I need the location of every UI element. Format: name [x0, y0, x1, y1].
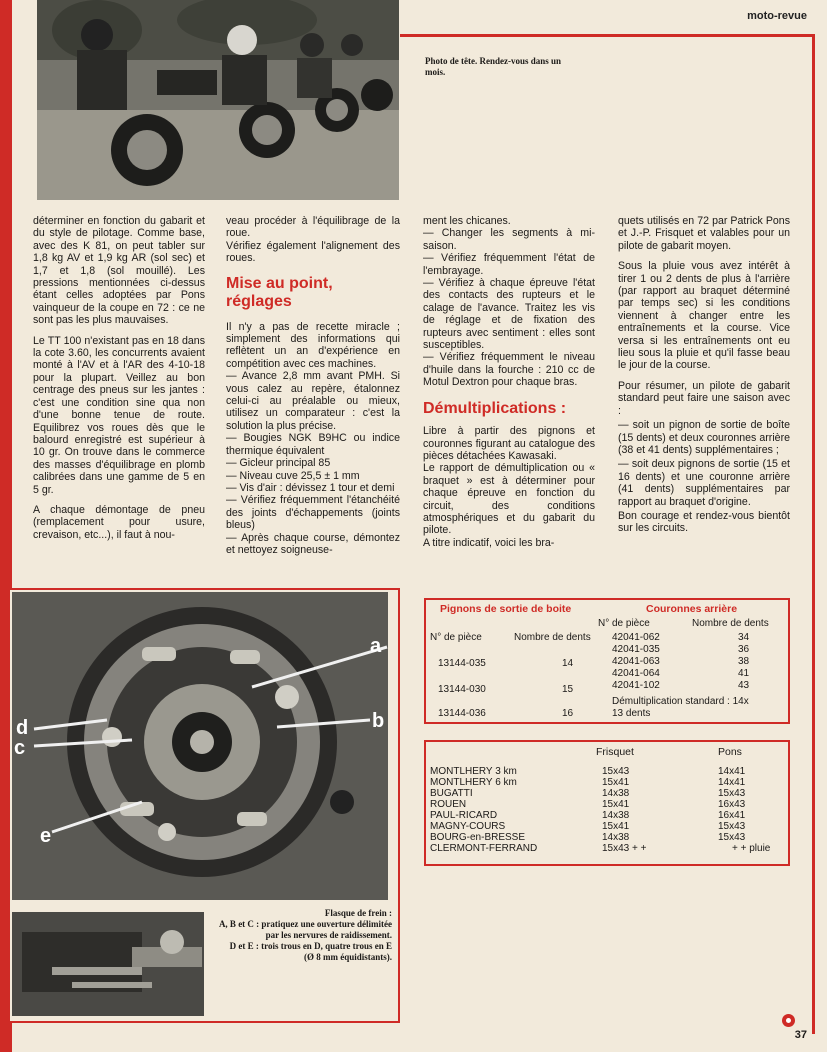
ratio-pons: 14x41 [718, 766, 746, 777]
couronne-dents: 41 [738, 668, 750, 679]
ratio-frisquet: 15x43 [602, 766, 630, 777]
label-d: d [16, 717, 29, 739]
list-item: — Gicleur principal 85 [226, 457, 331, 470]
circuit-name: BUGATTI [430, 788, 473, 799]
ratio-pons: 16x43 [718, 799, 746, 810]
couronne-dents: 34 [738, 632, 750, 643]
paragraph: A chaque démontage de pneu (remplacement pour usure, crevaison, etc...), il faut à nou- [33, 503, 205, 541]
pignon-dents: 15 [562, 684, 574, 695]
list-item: — Après chaque course, démontez et nettoyez soigneuse- [226, 531, 400, 556]
ratio-frisquet: 15x41 [602, 821, 630, 832]
list-item: — Avance 2,8 mm avant PMH. Si vous calez au repère, étalonnez celui-ci au préalable ou mieux, utilisez un comparateur : c'est la solution la plus précise. [226, 370, 400, 432]
paragraph: Le TT 100 n'existant pas en 18 dans la cote 3.60, les concurrents avaient monté à l'AV et à l'AR des 4-10-18 pour la plupart. Veillez au bon centrage des pneus sur les jantes : c'est une condition sine qua non d'une bonne tenue de route. Equilibrez vos roues dès que le balourd enregistré est supérieur à 10 gr. On trouve dans le commerce des masses d'équilibrage en plomb calibrées dans une gamme de 5 en 5 gr. [33, 334, 205, 496]
logo-dot [786, 1018, 791, 1023]
masthead: moto-revue [747, 10, 807, 22]
standard-ratio-teeth: 13 dents [612, 708, 651, 719]
col-header: N° de pièce [430, 632, 482, 643]
paragraph: A titre indicatif, voici les bra- [423, 536, 555, 549]
paragraph: Le rapport de démultiplication ou « braquet » est à déterminer pour chaque épreuve en fonction du circuit, des conditions atmosphériques et du gabarit du pilote. [423, 462, 595, 537]
couronne-dents: 36 [738, 644, 750, 655]
paragraph: déterminer en fonction du gabarit et du style de pilotage. Comme base, avec des K 81, on peut tabler sur 1,8 kg AV et 1,9 kg AR (sol sec) et 1,7 et 1,8 (sol mouillé). Les pressions mentionnées ci-dessus étant celles adoptées par Pons vainqueur de la coupe en 72 : ce ne sont pas les plus mauvaises. [33, 215, 205, 327]
ratio-pons: 16x41 [718, 810, 746, 821]
riders-photo [37, 0, 399, 200]
pignon-dents: 14 [562, 658, 574, 669]
page-number: 37 [794, 1029, 807, 1041]
text-column-4 [618, 215, 790, 543]
ratio-frisquet: 15x41 [602, 799, 630, 810]
list-item: — Vérifiez à chaque épreuve l'état des contacts des rupteurs et le calage de l'avance. Traitez les vis de réglage et de fixation des rupteurs avec sentiment : elles sont susceptibles. [423, 277, 595, 352]
paragraph: Pour résumer, un pilote de gabarit standard peut faire une saison avec : [618, 379, 790, 417]
pignon-piece: 13144-036 [438, 708, 486, 719]
section-heading-reglages: Mise au point, réglages [226, 274, 333, 310]
ratio-pons: + + pluie [732, 843, 771, 854]
col-header: Nombre de dents [692, 618, 769, 629]
list-item: — soit deux pignons de sortie (15 et 16 dents) et une couronne arrière (41 dents) supplémentaires par rapport au braquet d'origine. [618, 458, 790, 508]
list-item: — Vérifiez fréquemment l'état de l'embrayage. [423, 252, 595, 277]
circuit-name: CLERMONT-FERRAND [430, 843, 538, 854]
ratio-frisquet: 14x38 [602, 810, 630, 821]
circuit-ratios-table [424, 740, 790, 866]
paragraph: veau procéder à l'équilibrage de la roue. [226, 215, 400, 240]
paragraph: Sous la pluie vous avez intérêt à tirer 1 ou 2 dents de plus à l'arrière (par rapport au braquet déterminé par temps sec) si les conditions viennent à changer entre les entraînements et la course. Vice versa si les entraînements ont eu lieu sous la pluie et qu'il fasse beau le jour de la course. [618, 260, 790, 372]
list-item: — Niveau cuve 25,5 ± 1 mm [226, 469, 360, 482]
label-a: a [370, 635, 382, 657]
text-column-3 [423, 215, 595, 549]
circuit-name: MONTLHERY 3 km [430, 766, 517, 777]
circuit-name: PAUL-RICARD [430, 810, 498, 821]
col-header: Nombre de dents [514, 632, 591, 643]
couronne-dents: 43 [738, 680, 750, 691]
circuit-name: BOURG-en-BRESSE [430, 832, 526, 843]
right-rule [812, 34, 815, 1034]
caption-line: D et E : trois trous en D, quatre trous en E [229, 941, 392, 951]
couronne-piece: 42041-102 [612, 680, 660, 691]
standard-ratio: Démultiplication standard : 14x [612, 696, 749, 707]
circuit-name: MAGNY-COURS [430, 821, 506, 832]
paragraph: Bon courage et rendez-vous bientôt sur les circuits. [618, 509, 790, 535]
section-heading-demultiplications: Démultiplications : [423, 399, 567, 417]
couronne-piece: 42041-064 [612, 668, 660, 679]
list-item: — Changer les segments à mi-saison. [423, 227, 595, 252]
couronne-piece: 42041-062 [612, 632, 660, 643]
masthead-rule [400, 34, 814, 37]
paragraph: Il n'y a pas de recette miracle ; simplement des informations qui reflètent un an d'expérience en compétition avec ces machines. [226, 320, 400, 370]
ratio-frisquet: 14x38 [602, 788, 630, 799]
list-item: — Bougies NGK B9HC ou indice thermique équivalent [226, 432, 400, 457]
paragraph: Libre à partir des pignons et couronnes figurant au catalogue des pièces détachées Kawasaki. [423, 425, 595, 462]
table-header-couronnes: Couronnes arrière [646, 603, 738, 615]
text-column-2 [226, 215, 400, 556]
text-column-1 [33, 215, 205, 549]
caption-line: (Ø 8 mm équidistants). [303, 952, 392, 962]
couronne-piece: 42041-035 [612, 644, 660, 655]
pignon-dents: 16 [562, 708, 574, 719]
circuit-name: MONTLHERY 6 km [430, 777, 517, 788]
col-header-frisquet: Frisquet [596, 746, 634, 758]
label-e: e [40, 825, 52, 847]
list-item: ment les chicanes. [423, 215, 511, 227]
ratio-pons: 15x43 [718, 832, 746, 843]
brake-caption [210, 908, 392, 963]
col-header-pons: Pons [718, 746, 742, 758]
ratio-pons: 14x41 [718, 777, 746, 788]
couronne-piece: 42041-063 [612, 656, 660, 667]
table-header-pignons: Pignons de sortie de boite [440, 603, 572, 615]
brake-detail-photo [12, 912, 204, 1016]
label-b: b [372, 710, 385, 732]
caption-line: A, B et C : pratiquez une ouverture délimitée par les nervures de raidissement. [218, 919, 392, 940]
list-item: — soit un pignon de sortie de boîte (15 dents) et deux couronnes arrière (38 et 41 dents) supplémentaires ; [618, 419, 790, 456]
gearing-parts-table [424, 598, 790, 724]
col-header: N° de pièce [598, 618, 650, 629]
list-item: — Vérifiez fréquemment le niveau d'huile dans la fourche : 210 cc de Motul Dextron pour chaque bras. [423, 351, 595, 389]
pignon-piece: 13144-030 [438, 684, 486, 695]
pignon-piece: 13144-035 [438, 658, 486, 669]
ratio-pons: 15x43 [718, 821, 746, 832]
brake-flange-photo [12, 592, 388, 900]
ratio-frisquet: 15x43 + + [602, 843, 647, 854]
paragraph: quets utilisés en 72 par Patrick Pons et J.-P. Frisquet et valables pour un pilote de gabarit moyen. [618, 215, 790, 252]
circuit-name: ROUEN [430, 799, 467, 810]
list-item: — Vérifiez fréquemment l'étanchéité des joints d'échappements (joints bleus) [226, 494, 400, 532]
ratio-frisquet: 14x38 [602, 832, 630, 843]
caption-line: Flasque de frein : [324, 908, 392, 918]
paragraph: Vérifiez également l'alignement des roues. [226, 239, 400, 265]
top-photo-caption: Photo de tête. Rendez-vous dans un mois. [425, 56, 562, 77]
couronne-dents: 38 [738, 656, 750, 667]
ratio-pons: 15x43 [718, 788, 746, 799]
list-item: — Vis d'air : dévissez 1 tour et demi [226, 481, 395, 494]
label-c: c [14, 737, 26, 759]
ratio-frisquet: 15x41 [602, 777, 630, 788]
